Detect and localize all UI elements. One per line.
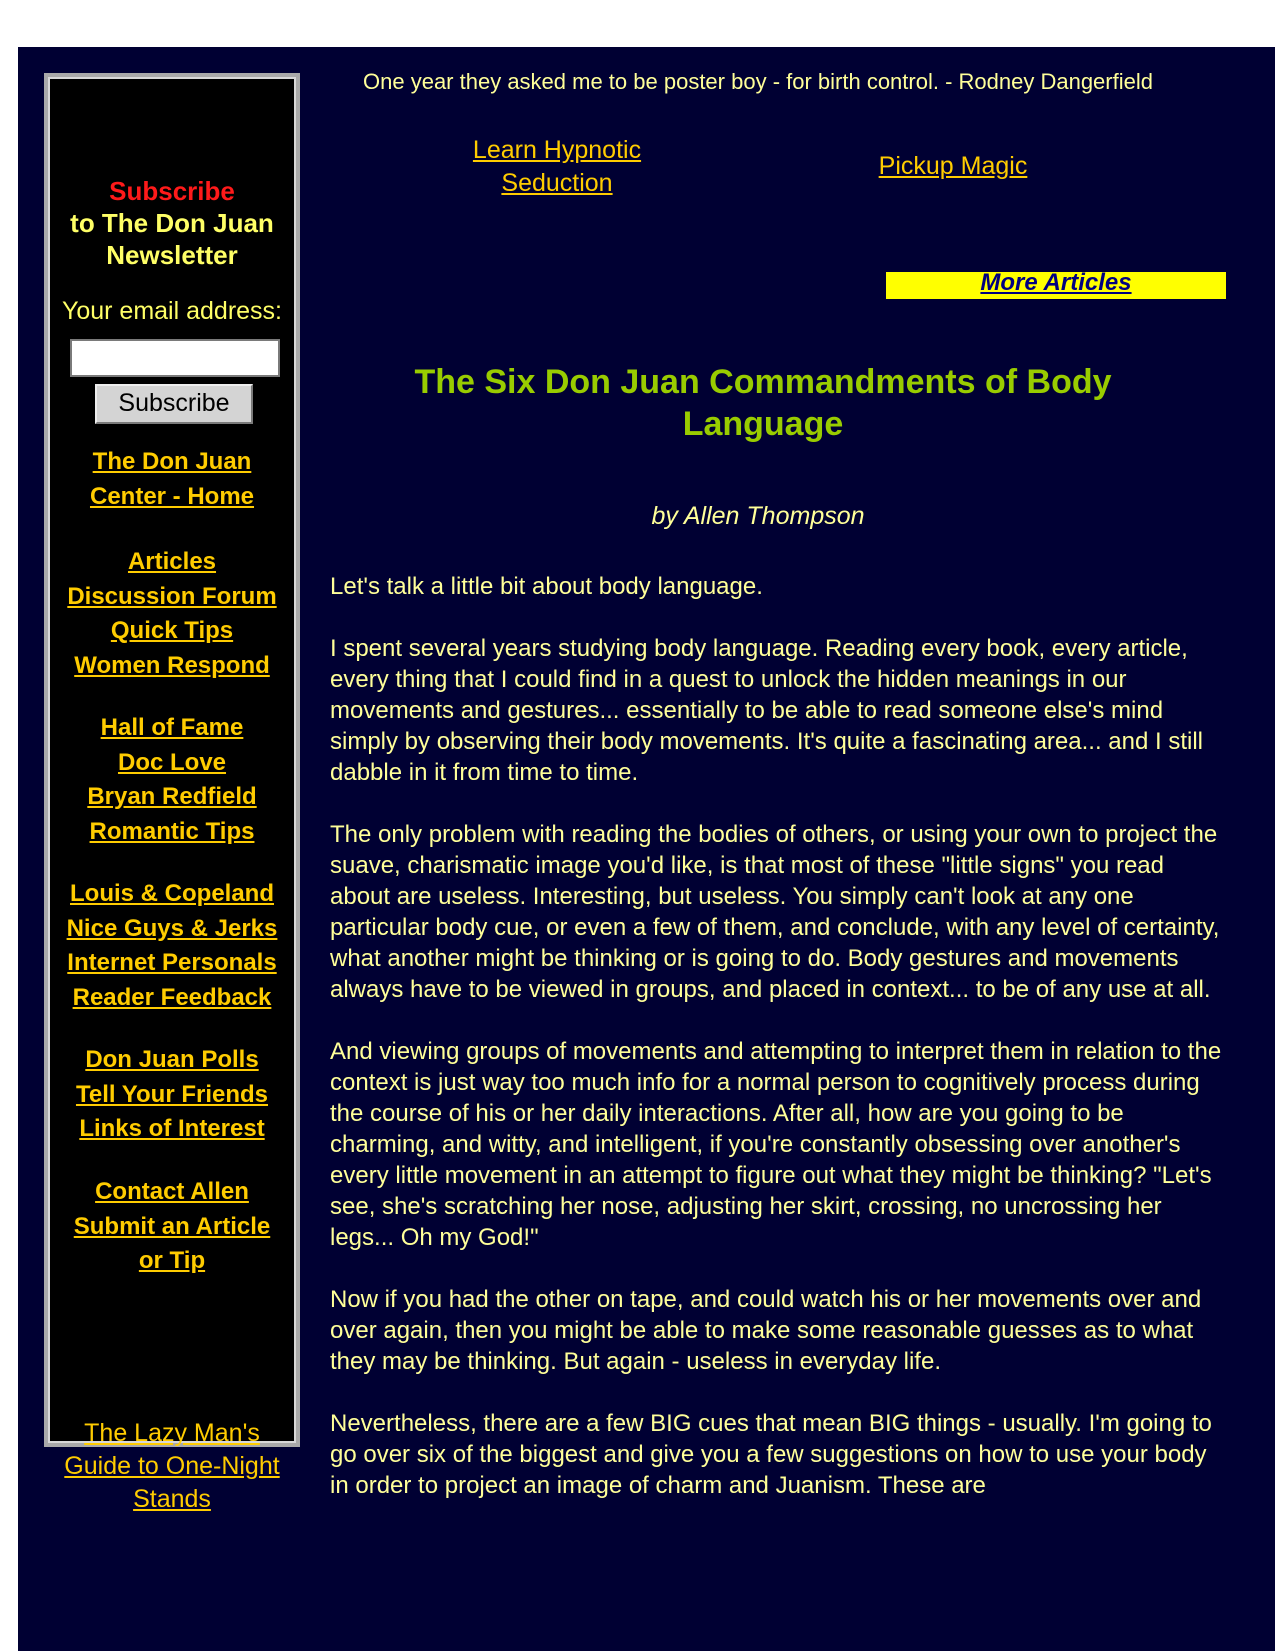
nav-link-nice-guys-jerks[interactable]: Nice Guys & Jerks bbox=[66, 914, 278, 942]
article-paragraph: And viewing groups of movements and attempting to interpret them in relation to the context is just way too much info for a normal person to cognitively process during the course of his or her daily interactions. After all, how are you going to be charming, and witty, and intelligent, if you're constantly obsessing over another's every little movement in an attempt to figure out what they might be thinking? "Let's see, she's scratching her nose, adjusting her skirt, crossing, no uncrossing her legs... Oh my God!" bbox=[330, 1038, 1222, 1251]
hypnotic-link-line-2[interactable]: Seduction bbox=[501, 169, 613, 197]
nav-link-doc-love[interactable]: Doc Love bbox=[117, 748, 227, 776]
article-paragraph: Let's talk a little bit about body language. bbox=[330, 573, 763, 600]
article-byline: by Allen Thompson bbox=[651, 502, 865, 530]
nav-link-submit-article[interactable]: Submit an Article bbox=[73, 1212, 271, 1240]
nav-link-internet-personals[interactable]: Internet Personals bbox=[67, 949, 277, 976]
nav-link-don-juan-polls[interactable]: Don Juan Polls bbox=[85, 1046, 259, 1073]
header-quote: One year they asked me to be poster boy - for birth control. - Rodney Dangerfield bbox=[363, 69, 1153, 94]
nav-link-bryan-redfield[interactable]: Bryan Redfield bbox=[87, 783, 257, 810]
article-paragraph: Now if you had the other on tape, and could watch his or her movements over and over again, then you might be able to make some reasonable guesses as to what they may be thinking. But again - useless in everyday life. bbox=[330, 1286, 1202, 1375]
nav-group-topics bbox=[48, 877, 296, 1015]
nav-link-articles[interactable]: Articles bbox=[127, 548, 217, 575]
page-background bbox=[18, 47, 1275, 1651]
article-paragraph: Nevertheless, there are a few BIG cues that mean BIG things - usually. I'm going to go over six of the biggest and give you a few suggestions on how to use your body in order to project an image of charm and Juanism. These are bbox=[330, 1410, 1212, 1499]
nav-link-louis-copeland[interactable]: Louis & Copeland bbox=[70, 880, 274, 907]
nav-link-home-2[interactable]: Center - Home bbox=[89, 482, 255, 510]
article-title: The Six Don Juan Commandments of Body Language bbox=[414, 363, 1112, 443]
nav-link-contact-allen[interactable]: Contact Allen bbox=[95, 1178, 249, 1205]
lazy-guide-link[interactable] bbox=[44, 1417, 300, 1516]
hypnotic-seduction-link[interactable] bbox=[462, 134, 652, 200]
newsletter-line-1: to The Don Juan bbox=[70, 208, 274, 238]
nav-group-home bbox=[48, 445, 296, 514]
subscribe-button[interactable]: Subscribe bbox=[95, 384, 253, 424]
nav-link-tell-your-friends[interactable]: Tell Your Friends bbox=[75, 1080, 269, 1108]
lazy-guide-line-1[interactable]: The Lazy Man's bbox=[84, 1419, 260, 1447]
nav-link-romantic-tips[interactable]: Romantic Tips bbox=[89, 817, 255, 845]
more-articles-link[interactable]: More Articles bbox=[886, 272, 1226, 299]
nav-link-women-respond[interactable]: Women Respond bbox=[74, 651, 270, 679]
nav-link-discussion-forum[interactable]: Discussion Forum bbox=[67, 582, 277, 610]
nav-link-quick-tips[interactable]: Quick Tips bbox=[110, 617, 234, 644]
nav-group-articles bbox=[48, 545, 296, 683]
article-paragraph: I spent several years studying body language. Reading every book, every article, every thing that I could find in a quest to unlock the hidden meanings in our movements and gestures... essentially to be able to read someone else's mind simply by observing their body movements. It's quite a fascinating area... and I still dabble in it from time to time. bbox=[330, 635, 1203, 786]
email-label: Your email address: bbox=[61, 297, 283, 325]
article-body bbox=[330, 571, 1225, 1532]
article-paragraph: The only problem with reading the bodies of others, or using your own to project the suave, charismatic image you'd like, is that most of these "little signs" you read about are useless. Interesting, but useless. You simply can't look at any one particular body cue, or even a few of them, and conclude, with any level of certainty, what another might be thinking or is going to do. Body gestures and movements always have to be viewed in groups, and placed in context... to be of any use at all. bbox=[330, 821, 1220, 1003]
nav-link-home-1[interactable]: The Don Juan bbox=[92, 448, 252, 475]
lazy-guide-line-2[interactable]: Guide to One-Night bbox=[64, 1452, 280, 1480]
newsletter-heading bbox=[48, 175, 296, 271]
nav-group-community bbox=[48, 1043, 296, 1147]
subscribe-heading: Subscribe bbox=[109, 176, 235, 206]
sidebar-panel bbox=[44, 73, 300, 1447]
nav-link-hall-of-fame[interactable]: Hall of Fame bbox=[100, 714, 244, 741]
nav-link-links-of-interest[interactable]: Links of Interest bbox=[79, 1115, 265, 1142]
pickup-magic-link[interactable]: Pickup Magic bbox=[878, 152, 1028, 180]
nav-link-or-tip[interactable]: or Tip bbox=[138, 1247, 206, 1274]
nav-group-contact bbox=[48, 1175, 296, 1279]
nav-link-reader-feedback[interactable]: Reader Feedback bbox=[72, 983, 272, 1011]
hypnotic-link-line-1[interactable]: Learn Hypnotic bbox=[472, 136, 642, 164]
nav-group-experts bbox=[48, 711, 296, 849]
lazy-guide-line-3[interactable]: Stands bbox=[133, 1485, 211, 1513]
email-field[interactable] bbox=[70, 339, 280, 377]
newsletter-line-2: Newsletter bbox=[106, 240, 238, 270]
